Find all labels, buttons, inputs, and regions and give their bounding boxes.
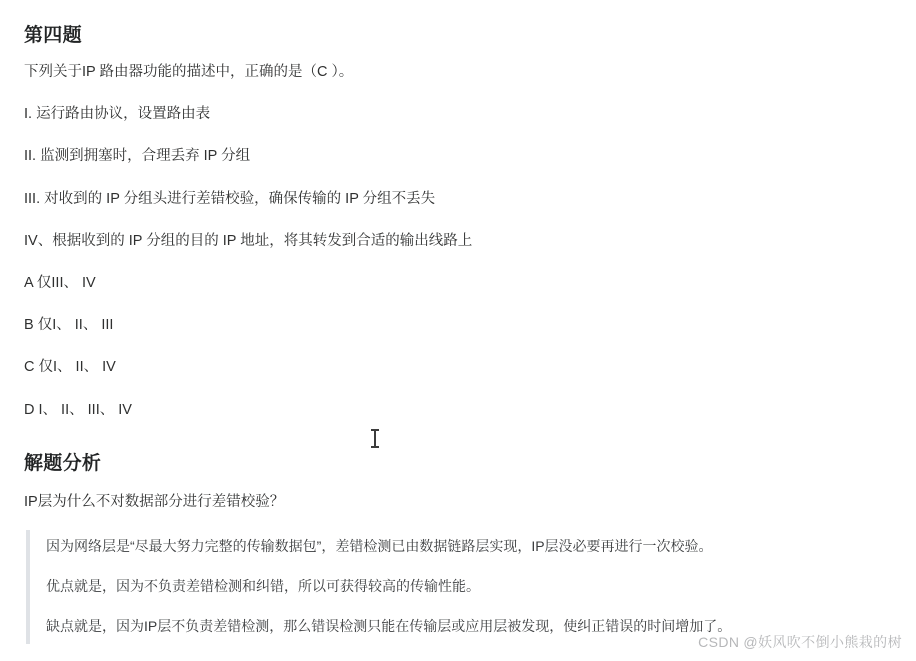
option-c: C 仅I、 II、 IV bbox=[24, 359, 116, 376]
question-statement-2: II. 监测到拥塞时，合理丢弃 IP 分组 bbox=[24, 148, 251, 165]
question-title: 第四题 bbox=[24, 25, 82, 46]
watermark bbox=[698, 632, 902, 652]
analysis-quote-block bbox=[26, 530, 892, 644]
analysis-quote-1: 因为网络层是“尽最大努力完整的传输数据包”，差错检测已由数据链路层实现，IP层没必要再进行一次校验。 bbox=[46, 537, 713, 554]
analysis-quote-2: 优点就是，因为不负责差错检测和纠错，所以可获得较高的传输性能。 bbox=[46, 577, 480, 594]
watermark-brand: CSDN bbox=[698, 634, 740, 650]
analysis-quote-3: 缺点就是，因为IP层不负责差错检测，那么错误检测只能在传输层或应用层被发现，使纠正错误的时间增加了。 bbox=[46, 617, 732, 634]
analysis-title: 解题分析 bbox=[24, 452, 102, 474]
watermark-author: @妖风吹不倒小熊栽的树 bbox=[743, 634, 902, 650]
analysis-question: IP层为什么不对数据部分进行差错校验？ bbox=[24, 493, 285, 510]
question-statement-1: I. 运行路由协议，设置路由表 bbox=[24, 106, 211, 123]
option-d: D I、 II、 III、 IV bbox=[24, 401, 132, 418]
question-statement-4: IV、根据收到的 IP 分组的目的 IP 地址，将其转发到合适的输出线路上 bbox=[24, 232, 473, 249]
option-a: A 仅III、 IV bbox=[24, 274, 96, 291]
option-b: B 仅I、 II、 III bbox=[24, 317, 114, 334]
question-stem: 下列关于IP 路由器功能的描述中，正确的是（C ）。 bbox=[24, 64, 354, 80]
question-statement-3: III. 对收到的 IP 分组头进行差错校验，确保传输的 IP 分组不丢失 bbox=[24, 190, 436, 207]
